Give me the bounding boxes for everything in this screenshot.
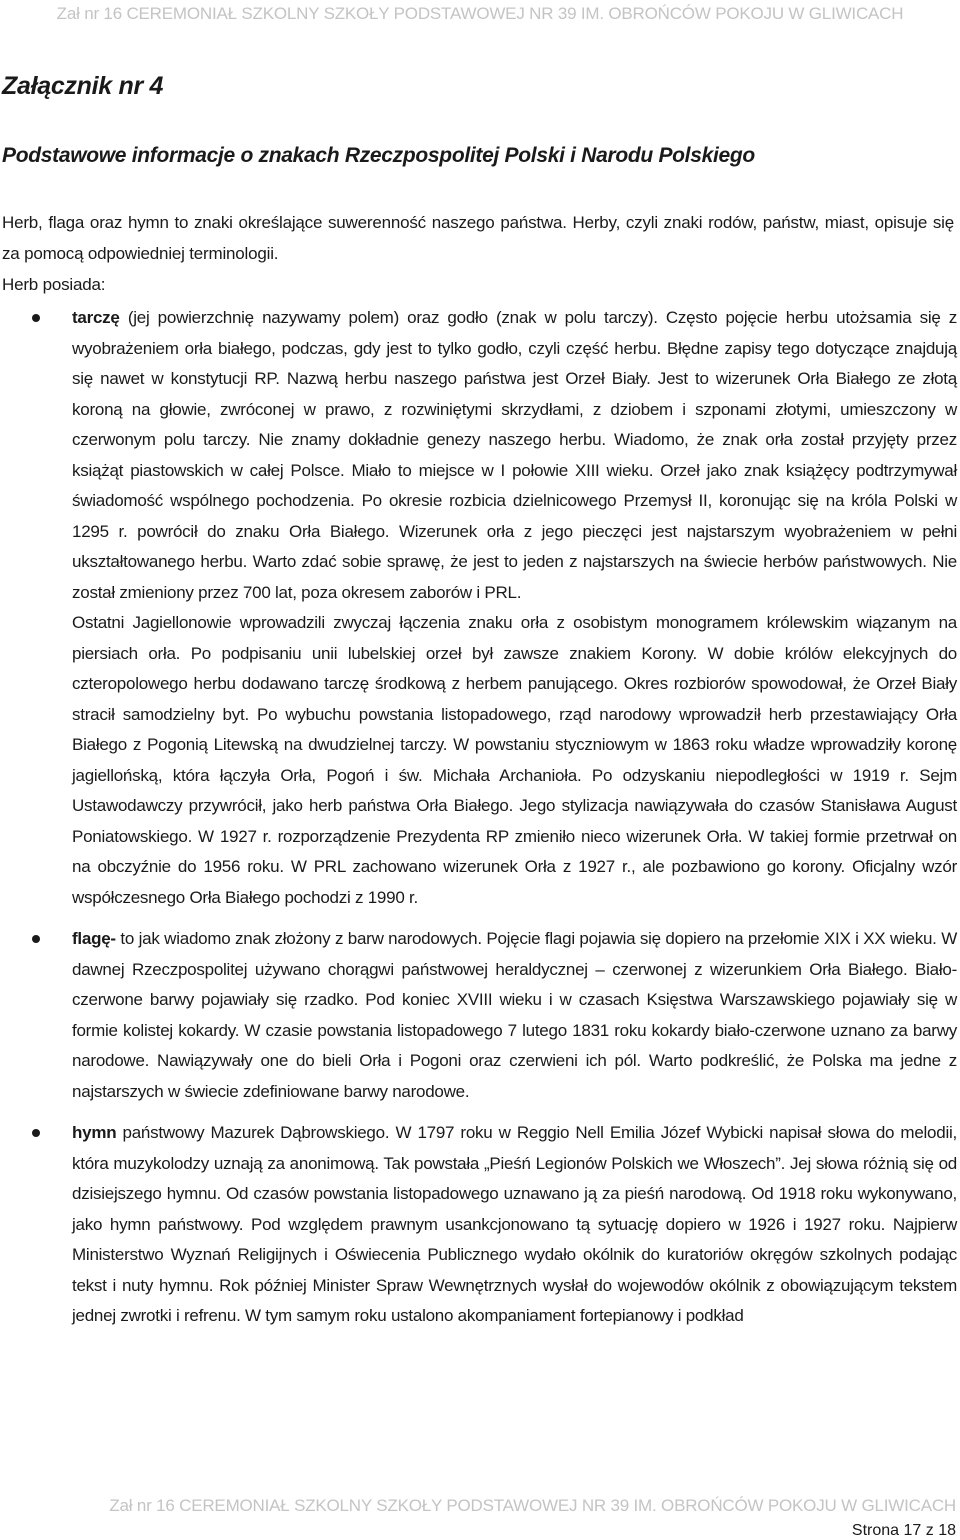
page-number: Strona 17 z 18 (851, 1522, 956, 1539)
item-text: to jak wiadomo znak złożony z barw narodowych. Pojęcie flagi pojawia się dopiero na przełomie XIX i XX wieku. W dawnej Rzeczpospolitej używano chorągwi państwowej heraldycznej – czerwonej z wizerunkiem Orła Białego. Biało-czerwone barwy pojawiały się rzadko. Pod koniec XVIII wieku i w czasach Księstwa Warszawskiego pojawiały się w formie kolistej kokardy. W czasie powstania listopadowego 7 lutego 1831 roku kokardy biało-czerwone uznano za barwy narodowe. Nawiązywały one do bieli Orła i Pogoni oraz czerwieni ich pól. Warto podkreślić, że Polska ma jedne z najstarszych w świecie zdefiniowane barwy narodowe. (72, 929, 957, 1101)
document-subtitle: Podstawowe informacje o znakach Rzeczpospolitej Polski i Narodu Polskiego (2, 144, 755, 167)
item-term: tarczę (72, 308, 120, 327)
list-item-coat-of-arms (72, 303, 957, 913)
bullet-icon (32, 1129, 40, 1137)
list-item-flag (72, 924, 957, 1107)
document-title: Załącznik nr 4 (2, 72, 164, 100)
item-continuation: Ostatni Jagiellonowie wprowadzili zwyczaj łączenia znaku orła z osobistym monogramem królewskim wiązanym na piersiach orła. Po podpisaniu unii lubelskiej orzeł był zawsze znakiem Korony. W dobie królów elekcyjnych do czteropolowego herbu dodawano tarczę środkową z herbem panującego. Okres rozbiorów spowodował, że Orzeł Biały stracił samodzielny byt. Po wybuchu powstania listopadowego, rząd narodowy wprowadził herb przestawiający Orła Białego z Pogonią Litewską na dwudzielnej tarczy. W powstaniu styczniowym w 1863 roku władze wprowadziły koronę jagiellońską, która łączyła Orła, Pogoń i św. Michała Archanioła. Po odzyskaniu niepodległości w 1919 r. Sejm Ustawodawczy przywrócił, jako herb państwa Orła Białego. Jego stylizacja nawiązywała do czasów Stanisława August Poniatowskiego. W 1927 r. rozporządzenie Prezydenta RP zmieniło nieco wizerunek Orła. W takiej formie przetrwał on na obczyźnie do 1956 roku. W PRL zachowano wizerunek Orła z 1927 r., ale pozbawiono go korony. Oficjalny wzór współczesnego Orła Białego pochodzi z 1990 r. (72, 613, 957, 907)
page-header: Zał nr 16 CEREMONIAŁ SZKOLNY SZKOŁY PODSTAWOWEJ NR 39 IM. OBROŃCÓW POKOJU W GLIWICACH (56, 4, 904, 23)
list-item-anthem (72, 1118, 957, 1332)
bullet-icon (32, 314, 40, 322)
item-term: flagę- (72, 929, 116, 948)
item-text: (jej powierzchnię nazywamy polem) oraz godło (znak w polu tarczy). Często pojęcie herbu utożsamia się z wyobrażeniem orła białego, podczas, gdy jest to tylko godło, czyli część herbu. Błędne zapisy tego dotyczące znajdują się nawet w konstytucji RP. Nazwą herbu naszego państwa jest Orzeł Biały. Jest to wizerunek Orła Białego ze złotą koroną na głowie, zwróconej w prawo, z rozwiniętymi skrzydłami, z dziobem i szponami złotymi, umieszczony w czerwonym polu tarczy. Nie znamy dokładnie genezy naszego herbu. Wiadomo, że znak orła został przyjęty przez książąt piastowskich w całej Polsce. Miało to miejsce w I połowie XIII wieku. Orzeł jako znak książęcy podtrzymywał świadomość wspólnego pochodzenia. Po okresie rozbicia dzielnicowego Przemysł II, koronując się na króla Polski w 1295 r. powrócił do znaku Orła Białego. Wizerunek orła z jego pieczęci jest najstarszym wyobrażeniem w pełni ukształtowanego herbu. Warto zdać sobie sprawę, że jest to jeden z najstarszych na świecie herbów państwowych. Nie został zmieniony przez 700 lat, poza okresem zaborów i PRL. (72, 308, 957, 602)
intro-paragraph: Herb, flaga oraz hymn to znaki określające suwerenność naszego państwa. Herby, czyli znaki rodów, państw, miast, opisuje się za pomocą odpowiedniej terminologii. (2, 213, 954, 263)
symbols-list (72, 303, 957, 1343)
lead-text: Herb posiada: (2, 275, 106, 294)
page-footer: Zał nr 16 CEREMONIAŁ SZKOLNY SZKOŁY PODSTAWOWEJ NR 39 IM. OBROŃCÓW POKOJU W GLIWICACH (109, 1496, 956, 1515)
item-text: państwowy Mazurek Dąbrowskiego. W 1797 roku w Reggio Nell Emilia Józef Wybicki napisał słowa do melodii, która muzykolodzy uznają za anonimową. Tak powstała „Pieśń Legionów Polskich we Włoszech”. Jej słowa różnią się od dzisiejszego hymnu. Od czasów powstania listopadowego uznawano ją za pieśń narodową. Od 1918 roku wykonywano, jako hymn państwowy. Pod względem prawnym usankcjonowano tą sytuację dopiero w 1926 i 1927 roku. Najpierw Ministerstwo Wyznań Religijnych i Oświecenia Publicznego wydało okólnik do kuratoriów okręgów szkolnych podając tekst i nuty hymnu. Rok później Minister Spraw Wewnętrznych wysłał do wojewodów okólnik z obowiązującym tekstem jednej zwrotki i refrenu. W tym samym roku ustalono akompaniament fortepianowy i podkład (72, 1123, 957, 1325)
bullet-icon (32, 935, 40, 943)
item-term: hymn (72, 1123, 117, 1142)
